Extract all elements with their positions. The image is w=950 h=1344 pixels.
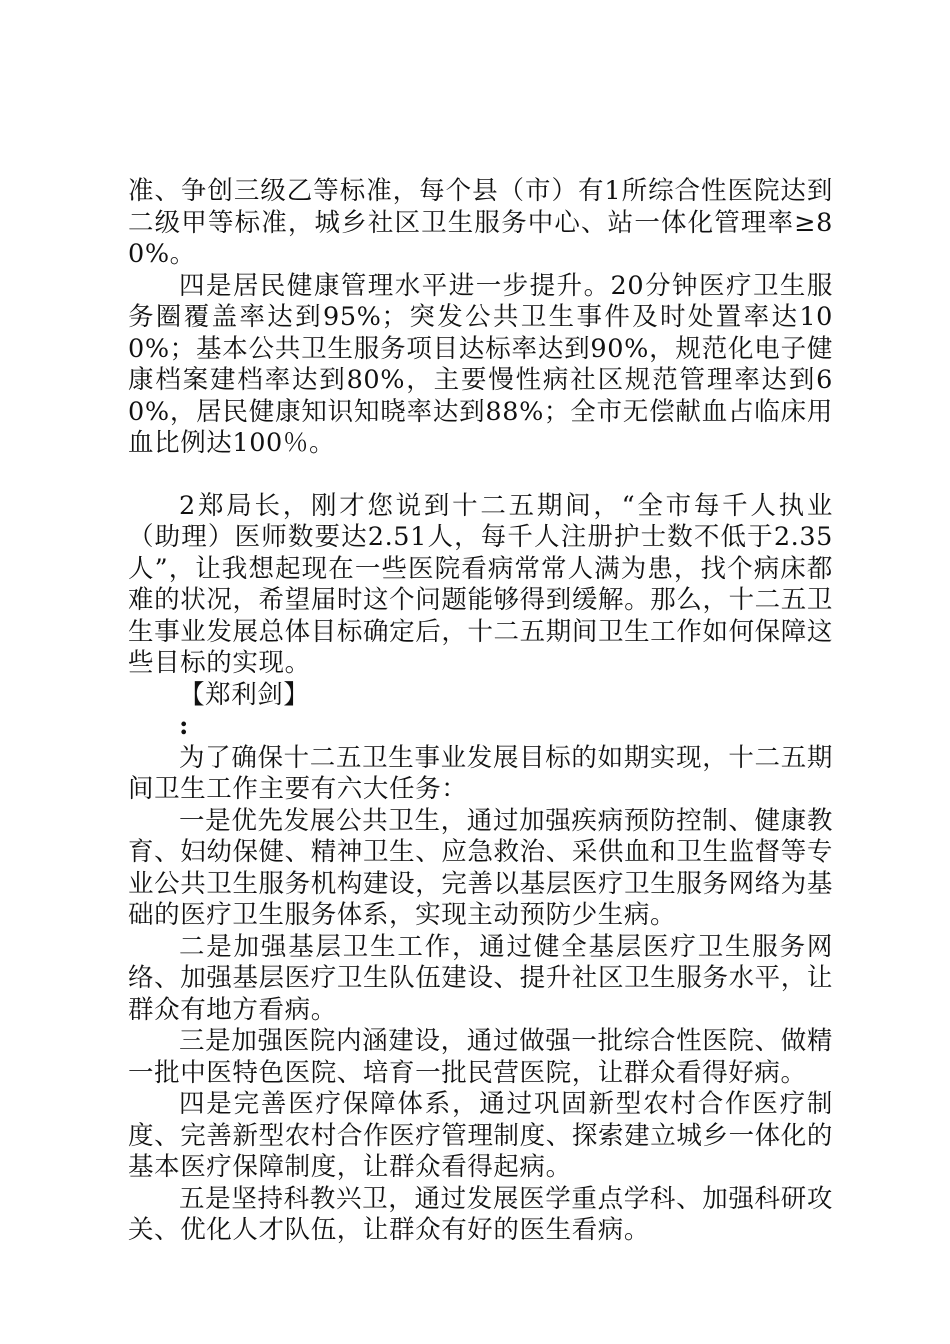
- document-body: [128, 176, 833, 1247]
- paragraph-task-five: 五是坚持科教兴卫，通过发展医学重点学科、加强科研攻关、优化人才队伍，让群众有好的医生看病。: [128, 1183, 833, 1245]
- paragraph-interview-question: 2郑局长，刚才您说到十二五期间，“全市每千人执业（助理）医师数要达2.51人，每千人注册护士数不低于2.35人”，让我想起现在一些医院看病常常人满为患，找个病床都难的状况，希望届时这个问题能够得到缓解。那么，十二五卫生事业发展总体目标确定后，十二五期间卫生工作如何保障这些目标的实现。: [128, 490, 833, 678]
- paragraph-hospital-standards: 准、争创三级乙等标准，每个县（市）有1所综合性医院达到二级甲等标准，城乡社区卫生服务中心、站一体化管理率≥80%。: [128, 176, 833, 269]
- paragraph-task-three: 三是加强医院内涵建设，通过做强一批综合性医院、做精一批中医特色医院、培育一批民营医院，让群众看得好病。: [128, 1026, 833, 1088]
- paragraph-health-management: 四是居民健康管理水平进一步提升。20分钟医疗卫生服务圈覆盖率达到95%；突发公共卫生事件及时处置率达100%；基本公共卫生服务项目达标率达到90%，规范化电子健康档案建档率达到80%，主要慢性病社区规范管理率达到60%，居民健康知识知晓率达到88%；全市无偿献血占临床用血比例达100％。: [128, 270, 833, 458]
- paragraph-task-one: 一是优先发展公共卫生，通过加强疾病预防控制、健康教育、妇幼保健、精神卫生、应急救治、采供血和卫生监督等专业公共卫生服务机构建设，完善以基层医疗卫生服务网络为基础的医疗卫生服务体系，实现主动预防少生病。: [128, 805, 833, 930]
- speaker-colon: :: [179, 711, 190, 741]
- paragraph-task-two: 二是加强基层卫生工作，通过健全基层医疗卫生服务网络、加强基层医疗卫生队伍建设、提升社区卫生服务水平，让群众有地方看病。: [128, 931, 833, 1025]
- paragraph-task-four: 四是完善医疗保障体系，通过巩固新型农村合作医疗制度、完善新型农村合作医疗管理制度、探索建立城乡一体化的基本医疗保障制度，让群众看得起病。: [128, 1089, 833, 1182]
- paragraph-six-tasks-intro: 为了确保十二五卫生事业发展目标的如期实现，十二五期间卫生工作主要有六大任务：: [128, 742, 833, 804]
- speaker-name: 【郑利剑】: [179, 679, 310, 710]
